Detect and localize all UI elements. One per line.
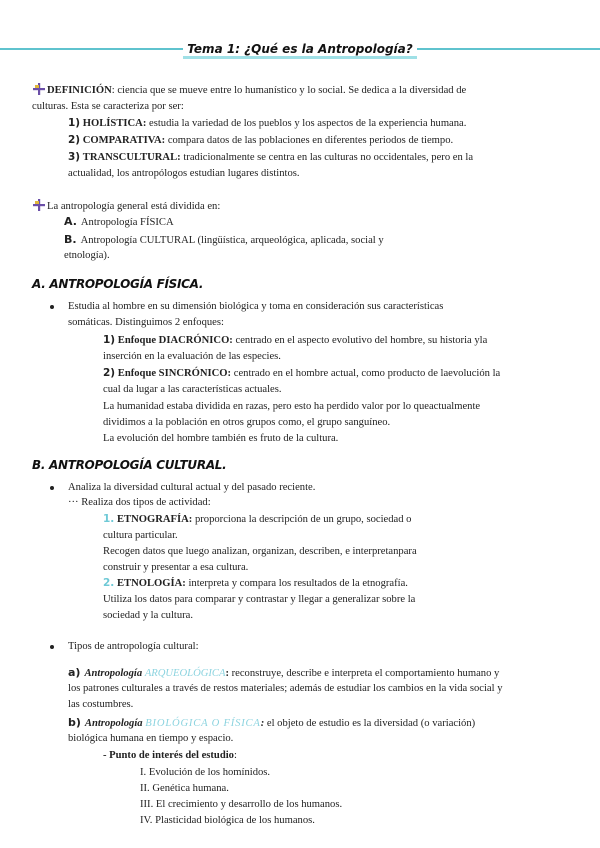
activity-intro: ··· Realiza dos tipos de actividad: [68, 497, 211, 508]
section-a-heading: A. ANTROPOLOGÍA FÍSICA. [32, 277, 204, 291]
definition-item-2: 2) COMPARATIVA: compara datos de las poblaciones en diferentes periodos de tiempo. [68, 134, 454, 146]
interest-item-1: I. Evolución de los homínidos. [140, 767, 271, 778]
definition-line-1: DEFINICIÓN: ciencia que se mueve entre lo humanístico y lo social. Se dedica a la diversidad de [47, 85, 467, 96]
note-line-3: La evolución del hombre también es fruto de la cultura. [103, 433, 339, 444]
page-title: Tema 1: ¿Qué es la Antropología? [0, 42, 600, 56]
section-b-heading: B. ANTROPOLOGÍA CULTURAL. [32, 458, 227, 472]
bullet-dot [50, 645, 54, 649]
approach-1-cont: inserción en la evaluación de las especies. [103, 351, 281, 362]
approach-2: 2) Enfoque SINCRÓNICO: centrado en el hombre actual, como producto de laevolución la [103, 367, 501, 379]
section-a-bullet-line-1: Estudia al hombre en su dimensión biológica y toma en consideración sus características [68, 301, 444, 312]
pushpin-icon [32, 199, 46, 211]
activity-1-line-4: construir y presentar a esa cultura. [103, 562, 249, 573]
bullet-dot [50, 305, 54, 309]
interest-item-4: IV. Plasticidad biológica de los humanos. [140, 815, 315, 826]
activity-1-line-2: cultura particular. [103, 530, 178, 541]
definition-item-3: 3) TRANSCULTURAL: tradicionalmente se centra en las culturas no occidentales, pero en la [68, 151, 474, 163]
division-intro: La antropología general está dividida en: [47, 201, 221, 212]
division-item-b-cont: etnología). [64, 250, 110, 261]
section-b-bullet-1: Analiza la diversidad cultural actual y del pasado reciente. [68, 482, 316, 493]
activity-2-line-3: sociedad y la cultura. [103, 610, 194, 621]
activity-2-line-2: Utiliza los datos para comparar y contrastar y llegar a generalizar sobre la [103, 594, 416, 605]
definition-item-1: 1) HOLÍSTICA: estudia la variedad de los pueblos y los aspectos de la experiencia humana. [68, 117, 467, 129]
definition-item-3-cont: actualidad, los antropólogos estudian lugares distintos. [68, 168, 300, 179]
type-a-line-1: a) Antropología ARQUEOLÓGICA: reconstruye, describe e interpreta el comportamiento humano y [68, 666, 500, 679]
note-line-2: dividimos a la población en otros grupos como, el grupo sanguíneo. [103, 417, 391, 428]
interest-heading: - Punto de interés del estudio: [103, 750, 237, 761]
section-a-bullet-line-2: somáticas. Distinguimos 2 enfoques: [68, 317, 224, 328]
approach-2-cont: cual da lugar a las características actuales. [103, 384, 282, 395]
division-item-b: B. Antropología CULTURAL (lingüística, arqueológica, aplicada, social y [64, 233, 384, 246]
approach-1: 1) Enfoque DIACRÓNICO: centrado en el aspecto evolutivo del hombre, su historia yla [103, 334, 488, 346]
section-b-bullet-2: Tipos de antropología cultural: [68, 641, 199, 652]
type-a-line-2: los patrones culturales a través de restos materiales; además de estudiar los cambios en la vida social y [68, 683, 503, 694]
activity-1-line-3: Recogen datos que luego analizan, organizan, describen, e interpretanpara [103, 546, 417, 557]
division-item-a: A. Antropología FÍSICA [64, 215, 174, 228]
type-a-line-3: las costumbres. [68, 699, 134, 710]
interest-item-2: II. Genética humana. [140, 783, 229, 794]
type-b-line-1: b) Antropología BIOLÓGICA O FÍSICA: el objeto de estudio es la diversidad (o variación) [68, 716, 476, 729]
bullet-dot [50, 486, 54, 490]
note-line-1: La humanidad estaba dividida en razas, pero esto ha perdido valor por lo queactualmente [103, 401, 481, 412]
activity-2: 2. ETNOLOGÍA: interpreta y compara los resultados de la etnografía. [103, 577, 408, 589]
activity-1: 1. ETNOGRAFÍA: proporciona la descripción de un grupo, sociedad o [103, 513, 412, 525]
pushpin-icon [32, 83, 46, 95]
interest-item-3: III. El crecimiento y desarrollo de los humanos. [140, 799, 343, 810]
type-b-line-2: biológica humana en tiempo y espacio. [68, 733, 234, 744]
definition-line-2: culturas. Esta se caracteriza por ser: [32, 101, 184, 112]
definition-label: DEFINICIÓN [47, 85, 112, 96]
